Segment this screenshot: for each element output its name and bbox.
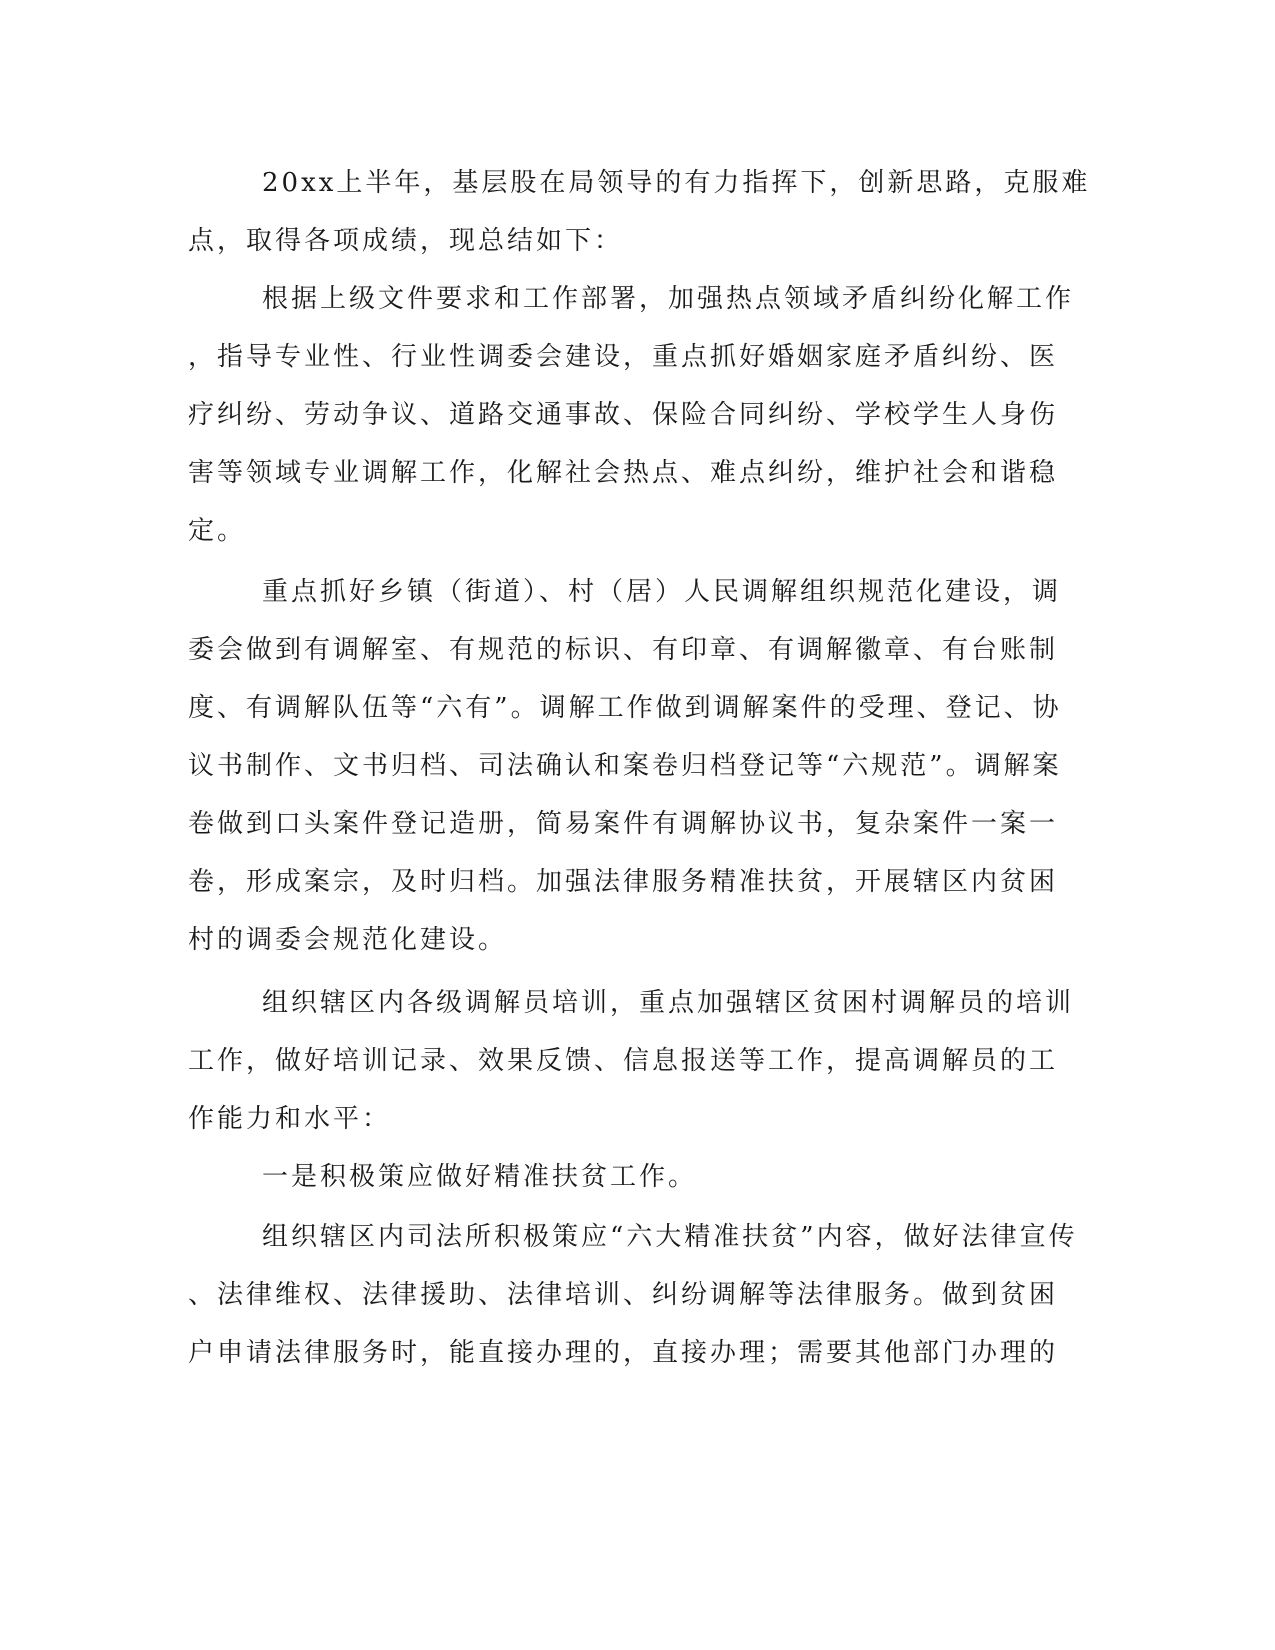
paragraph-3-line-7: 村的调委会规范化建设。 [188, 925, 508, 955]
paragraph-6-line-2: 、法律维权、法律援助、法律培训、纠纷调解等法律服务。做到贫困 [188, 1280, 1059, 1310]
paragraph-3-line-2: 委会做到有调解室、有规范的标识、有印章、有调解徽章、有台账制 [188, 635, 1059, 665]
paragraph-3-line-5: 卷做到口头案件登记造册，简易案件有调解协议书，复杂案件一案一 [188, 809, 1059, 839]
paragraph-2-line-3: 疗纠纷、劳动争议、道路交通事故、保险合同纠纷、学校学生人身伤 [188, 400, 1059, 430]
paragraph-6-line-3: 户申请法律服务时，能直接办理的，直接办理；需要其他部门办理的 [188, 1338, 1059, 1368]
paragraph-4-line-1: 组织辖区内各级调解员培训，重点加强辖区贫困村调解员的培训 [262, 988, 1075, 1018]
paragraph-2-line-1: 根据上级文件要求和工作部署，加强热点领域矛盾纠纷化解工作 [262, 284, 1075, 314]
paragraph-1-line-2: 点，取得各项成绩，现总结如下： [188, 226, 624, 256]
paragraph-3-line-3: 度、有调解队伍等“六有”。调解工作做到调解案件的受理、登记、协 [188, 693, 1062, 723]
paragraph-2-line-5: 定。 [188, 516, 247, 546]
paragraph-6-line-1: 组织辖区内司法所积极策应“六大精准扶贫”内容，做好法律宣传 [262, 1222, 1078, 1252]
paragraph-4-line-2: 工作，做好培训记录、效果反馈、信息报送等工作，提高调解员的工 [188, 1046, 1059, 1076]
paragraph-2-line-4: 害等领域专业调解工作，化解社会热点、难点纠纷，维护社会和谐稳 [188, 458, 1059, 488]
paragraph-5-line-1: 一是积极策应做好精准扶贫工作。 [262, 1162, 698, 1192]
paragraph-3-line-1: 重点抓好乡镇（街道）、村（居）人民调解组织规范化建设，调 [262, 577, 1062, 607]
paragraph-3-line-4: 议书制作、文书归档、司法确认和案卷归档登记等“六规范”。调解案 [188, 751, 1062, 781]
paragraph-1-line-1: 20xx上半年，基层股在局领导的有力指挥下，创新思路，克服难 [262, 168, 1091, 198]
paragraph-3-line-6: 卷，形成案宗，及时归档。加强法律服务精准扶贫，开展辖区内贫困 [188, 867, 1059, 897]
paragraph-4-line-3: 作能力和水平： [188, 1104, 392, 1134]
paragraph-2-line-2: ，指导专业性、行业性调委会建设，重点抓好婚姻家庭矛盾纠纷、医 [188, 342, 1059, 372]
